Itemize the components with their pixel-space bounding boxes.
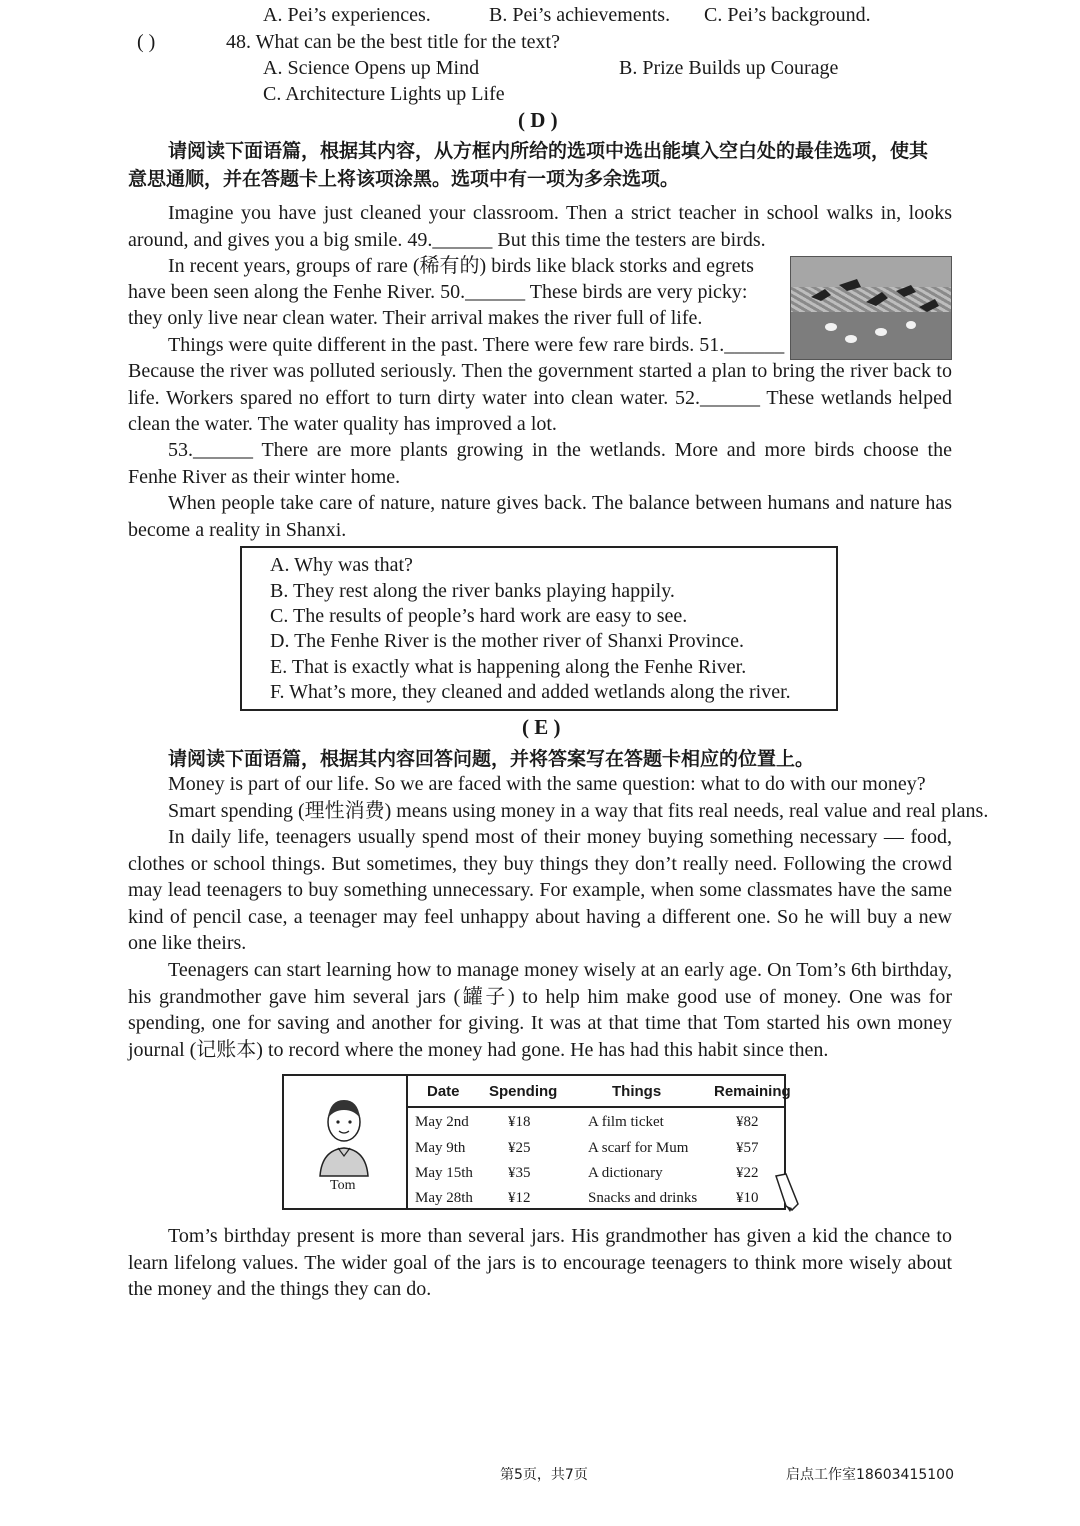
q48-stem: 48. What can be the best title for the text?: [226, 31, 560, 53]
section-d-paragraph-1-text: Imagine you have just cleaned your classroom. Then a strict teacher in school walks in, looks around, and gives you a big smile. 49.______ But this time the testers are birds.: [128, 202, 952, 251]
row-3-things: A dictionary: [588, 1165, 663, 1181]
tom-label: Tom: [330, 1178, 356, 1193]
row-4-spending: ¥12: [508, 1190, 531, 1206]
row-4-remaining: ¥10: [736, 1190, 759, 1206]
section-d-p2-line-2: have been seen along the Fenhe River. 50.______ These birds are very picky:: [128, 281, 748, 303]
options-box: [240, 546, 838, 711]
section-d-instruction-1: 请阅读下面语篇，根据其内容，从方框内所给的选项中选出能填入空白处的最佳选项，使其: [168, 140, 929, 162]
q48-option-c: C. Architecture Lights up Life: [263, 83, 505, 105]
section-e-paragraph-2-text: In daily life, teenagers usually spend most of their money buying something necessary — food, clothes or school things. But sometimes, they buy things they don’t really need. Following the crowd may lead teenagers to buy something unnecessary. For example, when some classmates have the same kind of pencil case, a teenager may feel unhappy about having a different one. So he will buy a new one like theirs.: [128, 826, 952, 954]
section-e-p1b: Smart spending (理性消费) means using money in a way that fits real needs, real value and real plans.: [168, 800, 989, 822]
section-d-p3-line-1: Things were quite different in the past. There were few rare birds. 51.______: [168, 334, 785, 356]
section-d-p2-line-1: In recent years, groups of rare (稀有的) birds like black storks and egrets: [168, 255, 754, 277]
section-d-paragraph-4: [128, 437, 952, 490]
section-e-paragraph-2: [128, 824, 952, 957]
row-3-spending: ¥35: [508, 1165, 531, 1181]
section-d-p2-line-3: they only live near clean water. Their arrival makes the river full of life.: [128, 307, 703, 329]
header-date: Date: [427, 1083, 460, 1100]
option-a: A. Why was that?: [270, 554, 413, 576]
q47-option-a: A. Pei’s experiences.: [263, 4, 431, 26]
row-2-remaining: ¥57: [736, 1140, 759, 1156]
q48-option-a: A. Science Opens up Mind: [263, 57, 480, 79]
option-c: C. The results of people’s hard work are easy to see.: [270, 605, 688, 627]
q47-option-c: C. Pei’s background.: [704, 4, 871, 26]
storks-photo: [790, 256, 952, 360]
row-2-things: A scarf for Mum: [588, 1140, 689, 1156]
row-1-date: May 2nd: [415, 1114, 469, 1130]
row-1-remaining: ¥82: [736, 1114, 759, 1130]
section-e-instruction: 请阅读下面语篇，根据其内容回答问题，并将答案写在答题卡相应的位置上。: [168, 748, 815, 770]
page-number: 第5页，共7页: [500, 1467, 588, 1483]
section-e-paragraph-3-text: Teenagers can start learning how to manage money wisely at an early age. On Tom’s 6th birthday, his grandmother gave him several jars (罐子) to help him make good use of money. One was for spending, one for saving and another for giving. It was at that time that Tom started his own money journal (记账本) to record where the money had gone. He has had this habit since then.: [128, 959, 952, 1061]
row-3-date: May 15th: [415, 1165, 473, 1181]
q47-option-b: B. Pei’s achievements.: [489, 4, 671, 26]
header-things: Things: [612, 1083, 662, 1100]
birds-illustration: [791, 257, 951, 359]
q48-answer-paren: ( ): [137, 31, 156, 53]
option-b: B. They rest along the river banks playing happily.: [270, 580, 675, 602]
section-d-paragraph-4-text: 53.______ There are more plants growing in the wetlands. More and more birds choose the Fenhe River as their winter home.: [128, 439, 952, 488]
studio-contact: 启点工作室18603415100: [786, 1467, 954, 1483]
section-d-paragraph-5-text: When people take care of nature, nature gives back. The balance between humans and nature has become a reality in Shanxi.: [128, 492, 952, 541]
option-d: D. The Fenhe River is the mother river of Shanxi Province.: [270, 630, 744, 652]
section-d-label: ( D ): [518, 108, 558, 132]
option-f: F. What’s more, they cleaned and added wetlands along the river.: [270, 681, 791, 703]
tom-portrait-icon: [312, 1092, 376, 1178]
section-e-label: ( E ): [522, 715, 561, 739]
money-journal-table: [282, 1074, 791, 1210]
row-1-things: A film ticket: [588, 1114, 664, 1130]
row-4-things: Snacks and drinks: [588, 1190, 698, 1206]
section-d-instruction-2: 意思通顺，并在答题卡上将该项涂黑。选项中有一项为多余选项。: [128, 168, 680, 190]
header-remaining: Remaining: [714, 1083, 791, 1100]
section-e-paragraph-3: [128, 957, 952, 1063]
section-d-p3-rest: Because the river was polluted seriously. Then the government started a plan to bring the river back to life. Workers spared no effort to turn dirty water into clean water. 52.______ These wetlands helped clean the water. The water quality has improved a lot.: [128, 360, 952, 435]
section-e-paragraph-4-text: Tom’s birthday present is more than several jars. His grandmother has given a kid the chance to learn lifelong values. The wider goal of the jars is to encourage teenagers to think more wisely about the money and the things they can do.: [128, 1225, 952, 1300]
section-d-paragraph-5: [128, 490, 952, 543]
option-e: E. That is exactly what is happening along the Fenhe River.: [270, 656, 747, 678]
table-header-line: [406, 1106, 786, 1108]
row-3-remaining: ¥22: [736, 1165, 759, 1181]
row-4-date: May 28th: [415, 1190, 473, 1206]
section-d-paragraph-1: [128, 200, 952, 253]
row-1-spending: ¥18: [508, 1114, 531, 1130]
section-e-paragraph-4: [128, 1223, 952, 1303]
row-2-spending: ¥25: [508, 1140, 531, 1156]
q48-option-b: B. Prize Builds up Courage: [619, 57, 839, 79]
header-spending: Spending: [489, 1083, 558, 1100]
pencil-icon: [772, 1172, 800, 1212]
table-divider: [406, 1076, 408, 1208]
row-2-date: May 9th: [415, 1140, 466, 1156]
section-e-p1: Money is part of our life. So we are faced with the same question: what to do with our money?: [168, 773, 926, 795]
